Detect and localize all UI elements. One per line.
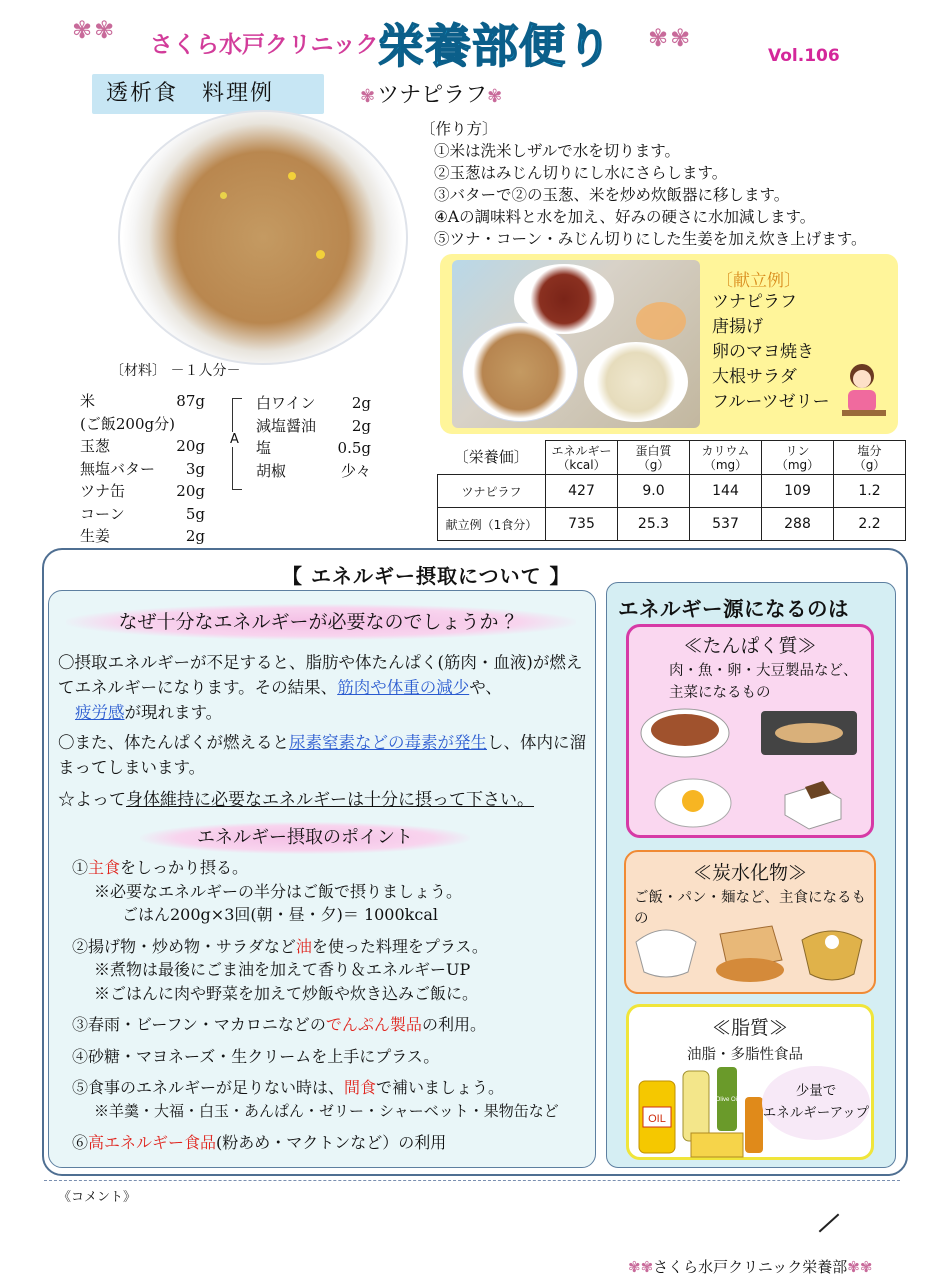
recipe-title-text: ツナピラフ: [377, 83, 488, 108]
ingredient-row: [80, 413, 205, 436]
recipe-steps: [420, 118, 866, 250]
menu-title: 〔献立例〕: [716, 271, 801, 291]
point-item: ③春雨・ビーフン・マカロニなどのでんぷん製品の利用。: [72, 1015, 486, 1034]
ingredient-row: [80, 435, 205, 458]
recipe-step: ③バターで②の玉葱、米を炒め炊飯器に移します。: [434, 186, 790, 204]
nutrition-table: [437, 440, 906, 541]
protein-card: [626, 624, 874, 838]
ingredient-row: [80, 458, 205, 481]
recipe-step: ④Aの調味料と水を加え、好みの硬さに水加減します。: [434, 208, 816, 226]
paragraph: 〇摂取エネルギーが不足すると、脂肪や体たんぱく(筋肉・血液)が燃えてエネルギーになります。その結果、筋肉や体重の減少や、 疲労感が現れます。: [58, 653, 583, 722]
table-cell: 9.0: [618, 475, 690, 508]
seasoning-list: [256, 392, 371, 482]
ingredient-row: [256, 392, 371, 415]
cook-illustration: [838, 360, 888, 420]
flower-icon: ✾: [360, 86, 378, 107]
volume-number: Vol.106: [768, 46, 840, 66]
ingredient-amount: 少々: [340, 461, 371, 480]
paragraph: ☆よって身体維持に必要なエネルギーは十分に摂って下さい。: [58, 790, 534, 810]
ingredient-row: [256, 437, 371, 460]
card-title: ≪炭水化物≫: [692, 862, 807, 884]
recipe-step: ②玉葱はみじん切りにし水にさらします。: [434, 164, 728, 182]
card-desc: 肉・魚・卵・大豆製品など、: [669, 663, 858, 679]
ingredient-amount: 0.5g: [337, 439, 371, 457]
ingredient-name: 玉葱: [80, 437, 111, 455]
table-cell: 735: [546, 508, 618, 541]
ingredient-name: コーン: [80, 504, 125, 523]
ingredient-name: (ご飯200g分): [80, 414, 175, 433]
menu-item: 唐揚げ: [712, 317, 763, 337]
point-note: ごはん200g×3回(朝・昼・夕)＝ 1000kcal: [122, 905, 438, 924]
sources-title: エネルギー源になるのは: [618, 597, 849, 621]
point-note: ※羊羹・大福・白玉・あんぱん・ゼリー・シャーベット・果物缶など: [94, 1101, 559, 1120]
ingredient-amount: 20g: [176, 482, 205, 500]
points-list: [72, 856, 559, 1155]
paragraph: 〇また、体たんぱくが燃えると尿素窒素などの毒素が発生し、体内に溜まってしまいます。: [58, 733, 586, 777]
menu-item: フルーツゼリー: [712, 392, 830, 412]
section-label: 透析食 料理例: [92, 74, 324, 114]
ingredient-name: 胡椒: [256, 461, 287, 480]
column-header: カリウム （mg）: [690, 441, 762, 475]
pilaf-photo: [118, 110, 408, 365]
point-item: ⑥高エネルギー食品(粉あめ・マクトンなど）の利用: [72, 1133, 447, 1152]
row-label: ツナピラフ: [438, 475, 546, 508]
menu-list: [712, 290, 830, 415]
ingredient-name: 無塩バター: [80, 459, 156, 478]
olive-oil-label: Olive Oil: [715, 1097, 739, 1103]
menu-photo: [452, 260, 700, 428]
table-cell: 537: [690, 508, 762, 541]
footer-signature: ✾✾さくら水戸クリニック栄養部✾✾: [628, 1258, 873, 1276]
column-header: 塩分 （g）: [834, 441, 906, 475]
ingredient-row: [256, 415, 371, 438]
point-note: ※ごはんに肉や野菜を加えて炒飯や炊き込みご飯に。: [94, 983, 479, 1003]
point-item: ①主食をしっかり摂る。: [72, 858, 249, 877]
point-item: ④砂糖・マヨネーズ・生クリームを上手にプラス。: [72, 1046, 440, 1066]
menu-item: 大根サラダ: [712, 367, 797, 387]
point-note: ※煮物は最後にごま油を加えて香り＆エネルギーUP: [94, 960, 471, 979]
recipe-title: [360, 78, 504, 109]
ingredient-name: 米: [80, 392, 96, 410]
table-cell: 2.2: [834, 508, 906, 541]
ingredient-amount: 2g: [351, 394, 371, 412]
ingredient-amount: 87g: [176, 392, 205, 410]
ingredient-name: 減塩醤油: [256, 416, 317, 435]
ingredients-list: [80, 390, 205, 548]
card-desc: 油脂・多脂性食品: [687, 1047, 803, 1063]
table-cell: 144: [690, 475, 762, 508]
highlight-text: 尿素窒素などの毒素が発生: [289, 733, 487, 752]
newsletter-title: 栄養部便り: [378, 19, 613, 73]
recipe-step: ⑤ツナ・コーン・みじん切りにした生姜を加え炊き上げます。: [434, 230, 867, 248]
ingredient-amount: 5g: [185, 504, 205, 523]
carb-foods-illustration: [632, 912, 872, 990]
seasoning-group-label: A: [230, 432, 239, 447]
ingredient-amount: 2g: [185, 527, 205, 545]
clinic-name: さくら水戸クリニック: [150, 32, 379, 58]
ingredient-name: 生姜: [80, 527, 111, 545]
fat-foods-illustration: [633, 1061, 769, 1161]
table-cell: 25.3: [618, 508, 690, 541]
ingredients-title: 〔材料〕 －１人分－: [110, 363, 241, 379]
ingredient-name: ツナ缶: [80, 482, 126, 500]
table-row: [438, 508, 906, 541]
carbohydrate-card: [624, 850, 876, 994]
flower-icon: ✾: [487, 86, 505, 107]
flower-icon: ✾✾: [628, 1258, 654, 1276]
card-title: ≪たんぱく質≫: [683, 635, 817, 657]
table-row: [438, 475, 906, 508]
pen-mark: [819, 1214, 840, 1233]
column-header: 蛋白質 （g）: [618, 441, 690, 475]
howto-title: 〔作り方〕: [420, 120, 498, 138]
divider: [44, 1180, 900, 1181]
ingredient-amount: 2g: [351, 416, 371, 435]
ingredient-row: [80, 390, 205, 413]
ingredient-row: [80, 525, 205, 548]
emphasis-text: 身体維持に必要なエネルギーは十分に摂って下さい。: [126, 790, 534, 810]
ingredient-amount: 3g: [185, 459, 205, 478]
column-header: エネルギー （kcal）: [546, 441, 618, 475]
protein-foods-illustration: [635, 703, 867, 833]
card-desc: 主菜になるもの: [669, 685, 771, 701]
ingredient-row: [256, 460, 371, 483]
menu-item: ツナピラフ: [712, 292, 797, 312]
flower-icon: ✾✾: [648, 24, 693, 52]
recipe-step: ①米は洗米しザルで水を切ります。: [434, 142, 680, 160]
card-title: ≪脂質≫: [711, 1017, 788, 1039]
column-header: リン （mg）: [762, 441, 834, 475]
highlight-text: 疲労感: [75, 703, 125, 722]
ingredient-name: 塩: [256, 439, 272, 457]
energy-title: 【 エネルギー摂取について 】: [282, 564, 571, 588]
point-item: ⑤食事のエネルギーが足りない時は、間食で補いましょう。: [72, 1078, 505, 1097]
points-heading: エネルギー摂取のポイント: [140, 822, 470, 854]
why-heading: なぜ十分なエネルギーが必要なのでしょうか ？: [66, 604, 576, 640]
menu-item: 卵のマヨ焼き: [712, 342, 814, 362]
comment-label: 《コメント》: [58, 1190, 137, 1205]
ingredient-amount: 20g: [176, 437, 205, 455]
card-desc: ご飯・パン・麺など、主食になるもの: [634, 890, 866, 927]
flower-icon: ✾✾: [72, 16, 117, 44]
table-cell: 109: [762, 475, 834, 508]
ingredient-name: 白ワイン: [256, 394, 316, 412]
row-label: 献立例（1食分）: [438, 508, 546, 541]
oil-label: OIL: [648, 1113, 666, 1125]
point-note: ※必要なエネルギーの半分はご飯で摂りましょう。: [94, 881, 463, 901]
table-cell: 288: [762, 508, 834, 541]
point-item: ②揚げ物・炒め物・サラダなど油を使った料理をプラス。: [72, 936, 488, 956]
nutrition-label: 〔栄養価〕: [438, 441, 546, 475]
note-bubble: 少量で エネルギーアップ: [762, 1066, 870, 1140]
table-cell: 427: [546, 475, 618, 508]
highlight-text: 筋肉や体重の減少: [337, 678, 470, 697]
ingredient-row: [80, 480, 205, 503]
flower-icon: ✾✾: [847, 1258, 873, 1276]
ingredient-row: [80, 503, 205, 526]
table-cell: 1.2: [834, 475, 906, 508]
table-header-row: [438, 441, 906, 475]
